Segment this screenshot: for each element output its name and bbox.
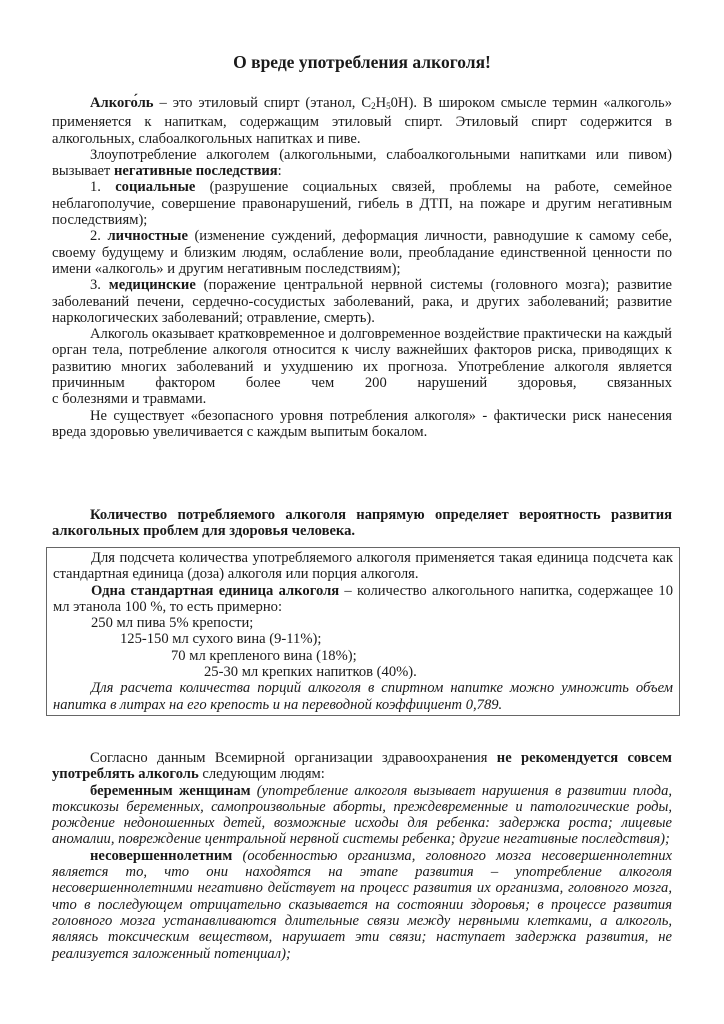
alcohol-definition: Алкого́ль – это этиловый спирт (этанол, $C_2H_50H$). В широком смысле термин «алкоголь» применяется к напиткам, содержащим этиловый спирт. Этиловый спирт содержится в алкогольных, слабоалкогольных напитках и пиве.: [52, 95, 672, 147]
document-title: О вреде употребления алкоголя!: [233, 52, 491, 72]
equivalent-dry-wine: 125-150 мл сухого вина (9-11%);: [120, 631, 322, 648]
group-item: беременным женщинам (употребление алкоголя вызывает нарушения в развитии плода, токсикозы беременных, самопроизвольные аборты, преждевременные и патологические роды, рождение недоношенных детей, возможные исходы для ребенка: задержка роста; лицевые аномалии, повреждение центральной нервной системы ребенка; другие негативные последствия);: [52, 782, 673, 848]
consequence-item: 2. личностные (изменение суждений, деформация личности, равнодушие к самому себе, своему будущему и близким людям, ослабление воли, преобладание единственной ценности по имени «алкоголь» и другим негативным последствиям);: [52, 228, 673, 277]
key-statement: Количество потребляемого алкоголя напрямую определяет вероятность развития алкогольных проблем для здоровья человека.: [52, 507, 672, 540]
equivalent-fortified-wine: 70 мл крепленого вина (18%);: [171, 647, 357, 664]
negative-consequences-heading: негативные последствия: [113, 163, 278, 180]
key-statement-section: [52, 507, 672, 540]
intro-section: [52, 95, 672, 440]
consequence-item: 1. социальные (разрушение социальных связей, проблемы на работе, семейное неблагополучие, совершение правонарушений, гибель в ДТП, на пожаре и другим негативным последствиям);: [52, 179, 672, 229]
box-intro: Для подсчета количества употребляемого алкоголя применяется такая единица подсчета как стандартная единица (доза) алкоголя или порция алкоголя.: [53, 550, 673, 583]
term-alcohol: Алкого́ль: [90, 95, 154, 111]
effects-paragraph-tail: с болезнями и травмами.: [52, 391, 207, 408]
who-section: [52, 750, 672, 962]
standard-unit-definition: Одна стандартная единица алкоголя – количество алкогольного напитка, содержащее 10 мл этанола 100 %, то есть примерно:: [53, 582, 673, 615]
formula-note: Для расчета количества порций алкоголя в спиртном напитке можно умножить объем напитка в литрах на его крепость и на переводной коэффициент 0,789.: [53, 680, 673, 713]
equivalent-beer: 250 мл пива 5% крепости;: [91, 615, 254, 632]
consequence-item: 3. медицинские (поражение центральной нервной системы (головного мозга); развитие заболеваний печени, сердечно-сосудистых заболеваний, рака, и других заболеваний; развитие наркологических заболеваний; отравление, смерть).: [52, 277, 673, 326]
group-item: несовершеннолетним (особенностью организма, головного мозга несовершеннолетних является то, что они находятся на этапе развития – употребление алкоголя несовершеннолетними негативно действует на процесс развития их организма, головного мозга, что в последующем отрицательно сказывается на состоянии здоровья; в процессе развития головного мозга устанавливаются длительные связи между нервными клетками, а алкоголь, являясь токсическим веществом, нарушает эти связи; наступает задержка развития, не реализуется заложенный потенциал);: [52, 847, 672, 962]
who-recommendation: Согласно данным Всемирной организации здравоохранения не рекомендуется совсем употреблять алкоголь следующим людям:: [52, 750, 672, 783]
no-safe-level-paragraph: Не существует «безопасного уровня потребления алкоголя» - фактически риск нанесения вреда здоровью увеличивается с каждым выпитым бокалом.: [52, 407, 672, 440]
standard-unit-box: [46, 547, 680, 716]
equivalent-spirits: 25-30 мл крепких напитков (40%).: [204, 664, 417, 681]
effects-paragraph: Алкоголь оказывает кратковременное и долговременное воздействие практически на каждый орган тела, потребление алкоголя относится к числу важнейших факторов риска, приводящих к развитию многих заболеваний и ухудшению их прогноза. Употребление алкоголя является причинным фактором более чем 200 нарушений здоровья, связанных: [52, 326, 672, 392]
abuse-paragraph: Злоупотребление алкоголем (алкогольными, слабоалкогольными напитками или пивом) вызывает негативные последствия:: [52, 146, 672, 180]
